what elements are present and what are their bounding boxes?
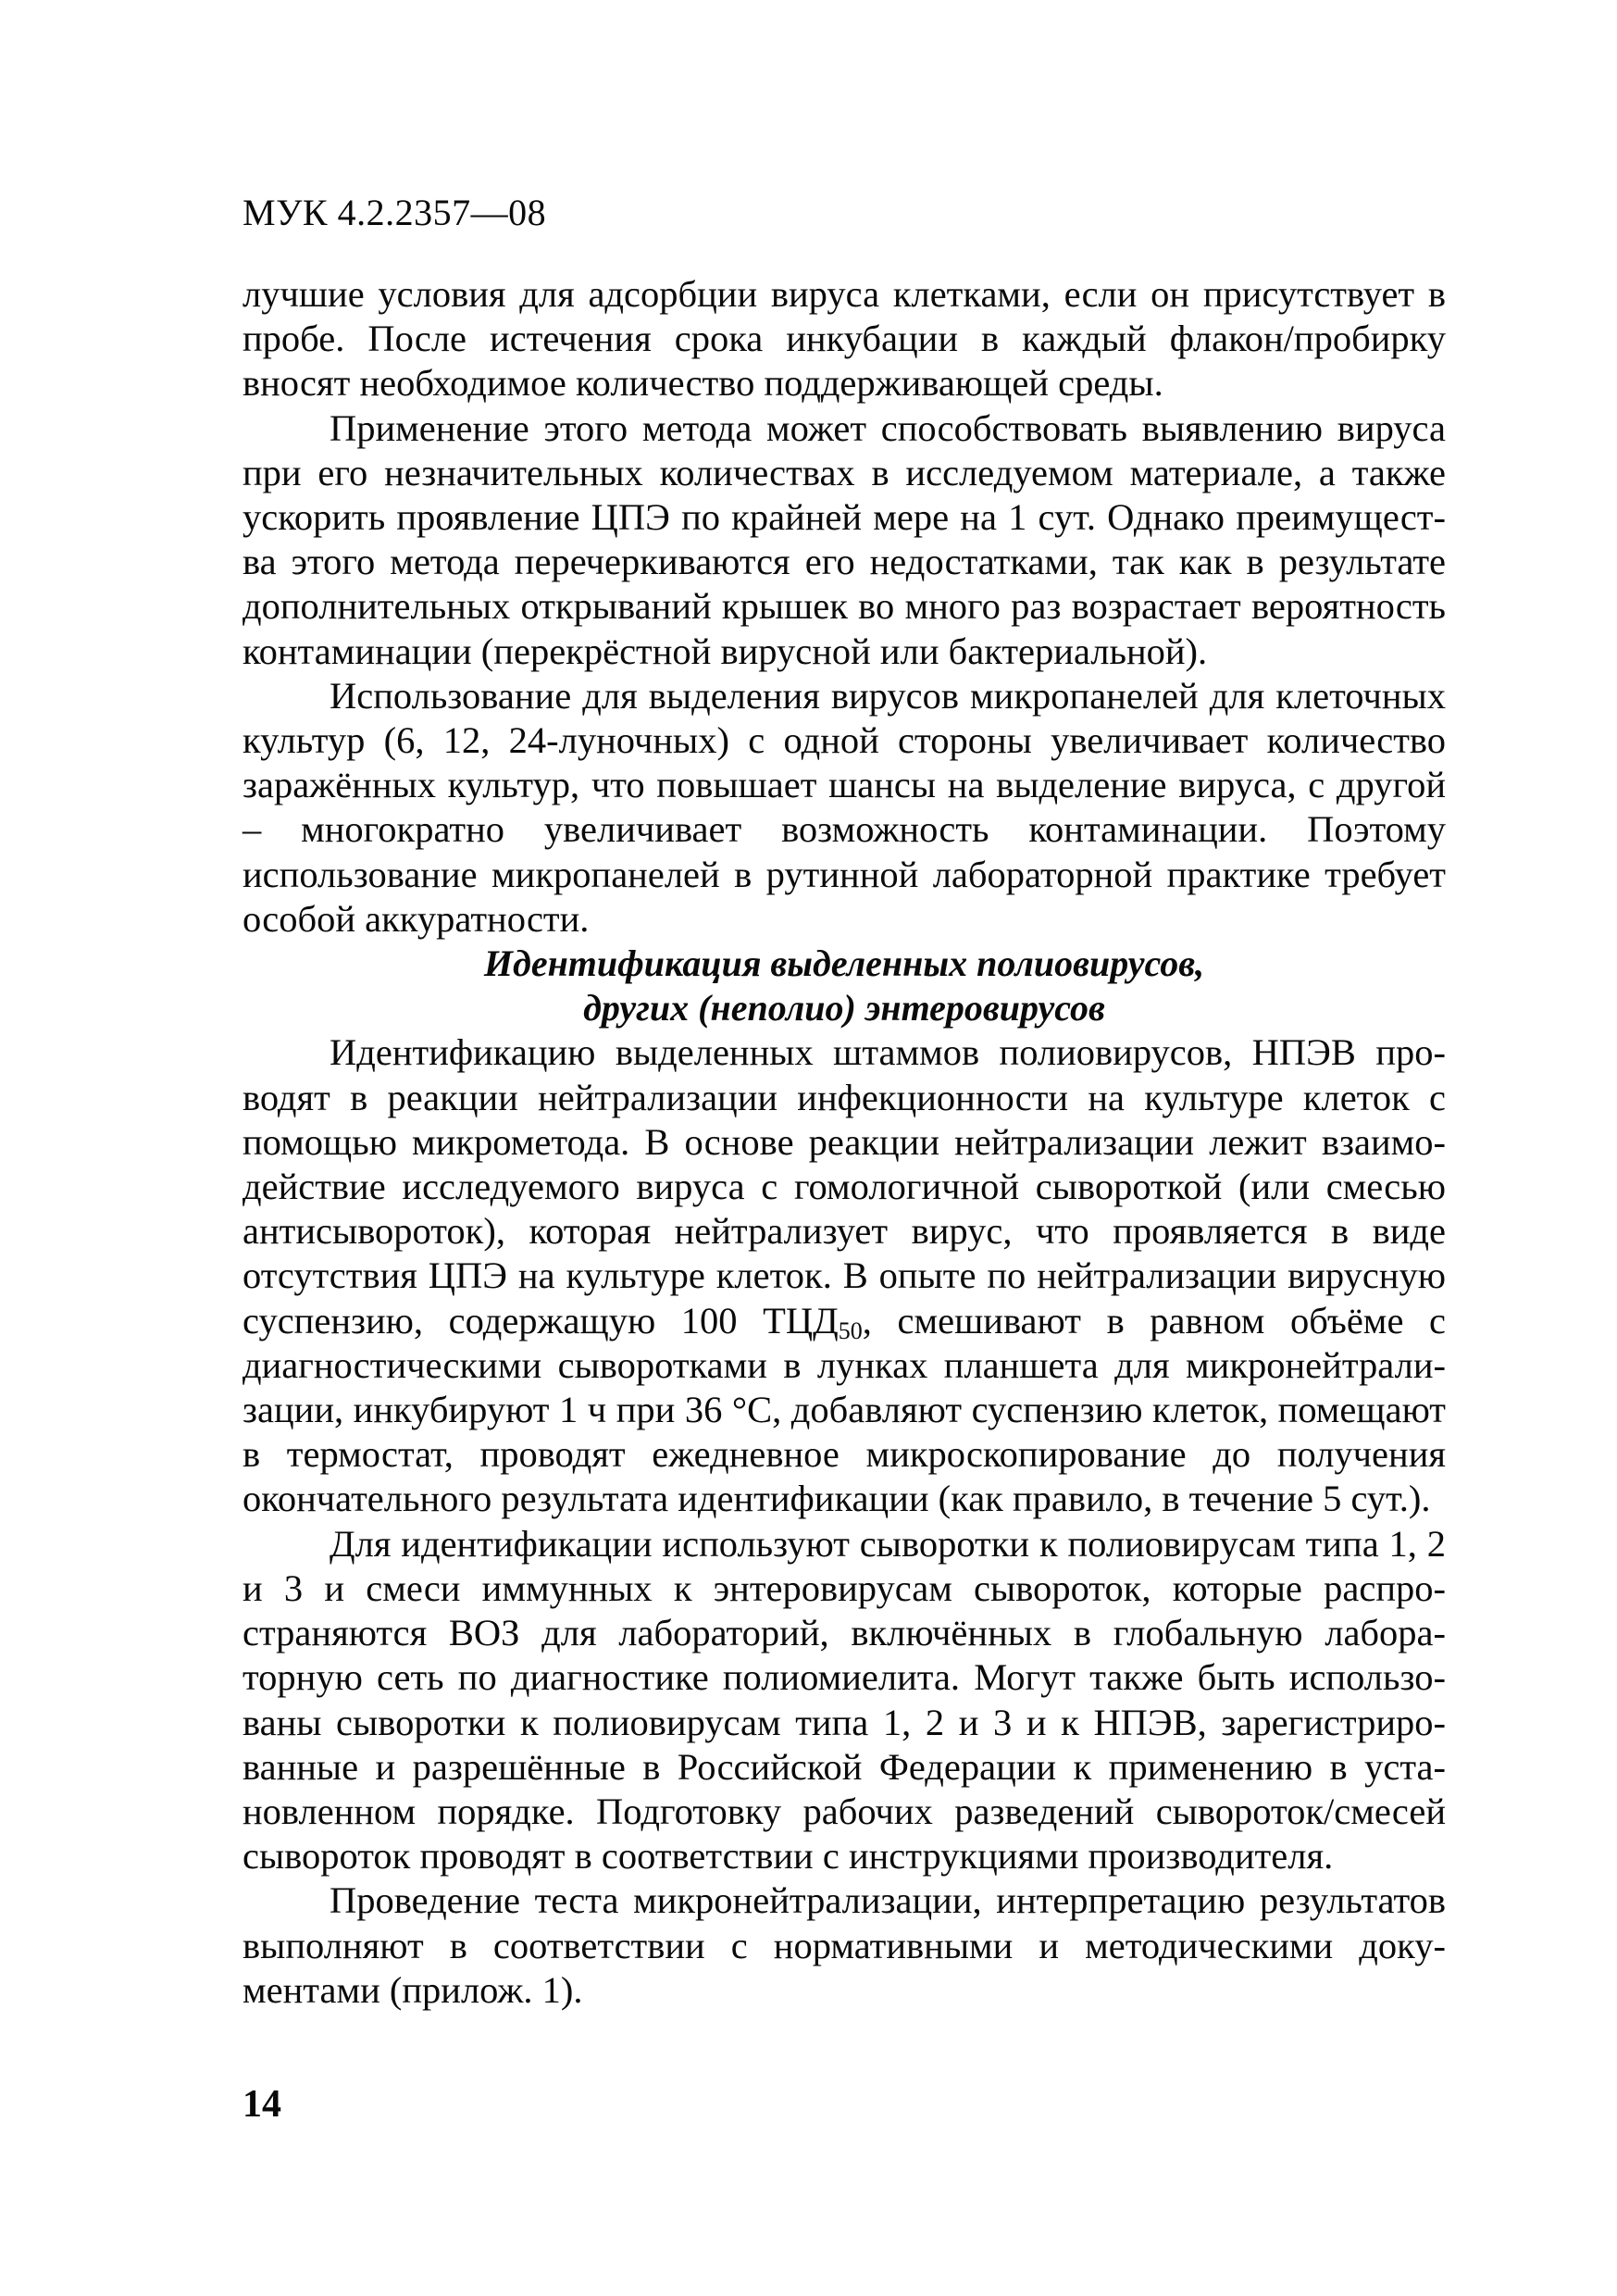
section-heading bbox=[243, 942, 1446, 1030]
section-heading-line-1: Идентификация выделенных полиовирусов, bbox=[483, 942, 1205, 985]
paragraph-identification bbox=[243, 1030, 1446, 1521]
paragraph-microneutralization-test: Проведение теста микронейтрализации, интерпретацию результатов выполняют в соответствии с нормативными и методическими документами (прилож. 1). bbox=[243, 1879, 1446, 2011]
paragraph-sera: Для идентификации используют сыворотки к полиовирусам типа 1, 2 и 3 и смеси иммунных к энтеровирусам сывороток, которые распространяются ВОЗ для лабораторий, включённых в глобальную лабораторную сеть по диагностике полиомиелита. Могут также быть использованы сыворотки к полиовирусам типа 1, 2 и 3 и к НПЭВ, зарегистрированные и разрешённые в Российской Федерации к применению в установленном порядке. Подготовку рабочих разведений сывороток/смесей сывороток проводят в соответствии с инструкциями производителя. bbox=[243, 1522, 1446, 1878]
paragraph-identification-part-1: Идентификацию выделенных штаммов полиовирусов, НПЭВ проводят в реакции нейтрализации инфекционности на культуре клеток с помощью микрометода. В основе реакции нейтрализации лежит взаимодействие исследуемого вируса с гомологичной сывороткой (или смесью антисывороток), которая нейтрализует вирус, что проявляется в виде отсутствия ЦПЭ на культуре клеток. В опыте по нейтрализации вирусную суспензию, содержащую 100 ТЦД bbox=[243, 1031, 1446, 1341]
page-number: 14 bbox=[243, 2083, 281, 2126]
section-heading-line-2: других (неполио) энтеровирусов bbox=[583, 987, 1105, 1029]
tcd-subscript: 50 bbox=[838, 1316, 863, 1344]
document-code-header: МУК 4.2.2357—08 bbox=[243, 192, 547, 233]
body-text bbox=[243, 272, 1446, 2013]
paragraph-identification-part-2: , смешивают в равном объёме с диагностическими сыворотками в лунках планшета для микронейтрализации, инкубируют 1 ч при 36 °С, добавляют суспензию клеток, помещают в термостат, проводят ежедневное микроскопирование до получения окончательного результата идентификации (как правило, в течение 5 сут.). bbox=[243, 1299, 1447, 1520]
paragraph-continuation: лучшие условия для адсорбции вируса клетками, если он присутствует в пробе. После истечения срока инкубации в каждый флакон/пробирку вносят необходимое количество поддерживающей среды. bbox=[243, 273, 1446, 405]
paragraph-method-advantages: Применение этого метода может способствовать выявлению вируса при его незначительных количествах в исследуемом материале, а также ускорить проявление ЦПЭ по крайней мере на 1 сут. Однако преимущества этого метода перечеркиваются его недостатками, так как в результате дополнительных открываний крышек во много раз возрастает вероятность контаминации (перекрёстной вирусной или бактериальной). bbox=[243, 406, 1446, 672]
paragraph-micropanels: Использование для выделения вирусов микропанелей для клеточных культур (6, 12, 24-луночных) с одной стороны увеличивает количество заражённых культур, что повышает шансы на выделение вируса, с другой – многократно увеличивает возможность контаминации. Поэтому использование микропанелей в рутинной лабораторной практике требует особой аккуратности. bbox=[243, 674, 1446, 940]
